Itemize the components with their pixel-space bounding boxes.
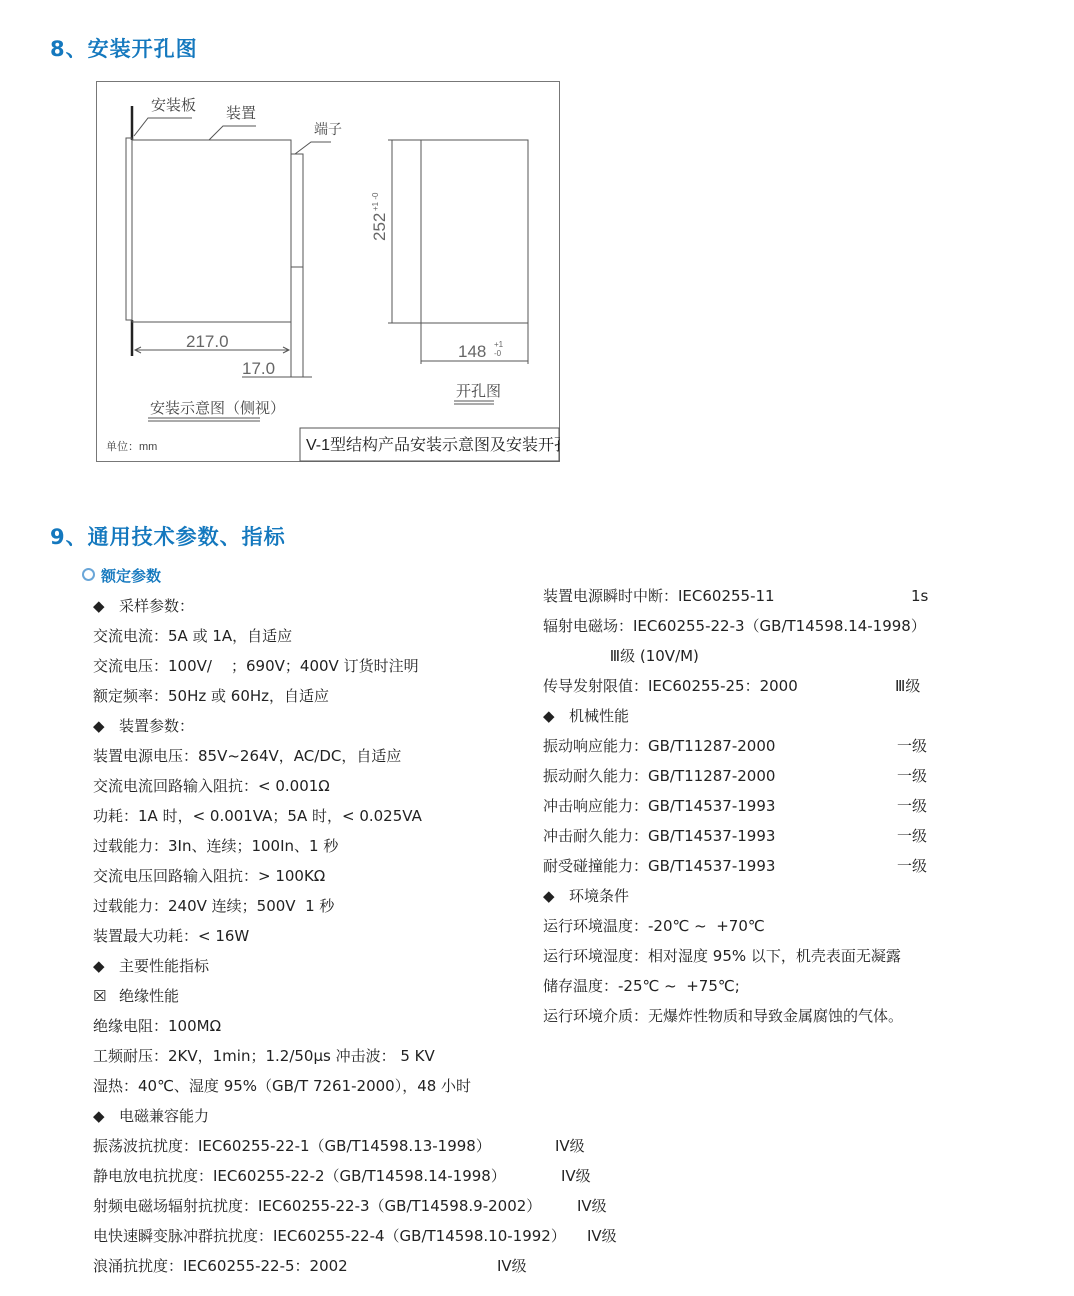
- svg-text:+1 -0: +1 -0: [371, 192, 380, 211]
- unit-label: 单位：mm: [106, 441, 158, 453]
- diamond-bullet-icon: ◆: [543, 707, 555, 725]
- title-block: V-1型结构产品安装示意图及安装开孔图: [306, 437, 560, 454]
- param-row: [93, 741, 533, 771]
- section-heading: [93, 981, 533, 1011]
- param-text: 电快速瞬变脉冲群抗扰度：IEC60255-22-4（GB/T14598.10-1992）: [93, 1227, 566, 1245]
- grade-value: 一级: [897, 767, 928, 785]
- section-heading: [543, 881, 943, 911]
- param-text: 工频耐压：2KV，1min；1.2/50μs 冲击波： 5 KV: [93, 1047, 435, 1065]
- param-row: [543, 581, 943, 611]
- param-row: [543, 971, 943, 1001]
- diamond-bullet-icon: ◆: [93, 597, 105, 615]
- checkbox-x-icon: ☒: [93, 987, 107, 1005]
- param-text: 环境条件: [569, 887, 630, 905]
- installation-drawing: [96, 81, 560, 462]
- param-text: 交流电流回路输入阻抗：< 0.001Ω: [93, 777, 330, 795]
- section-heading: [93, 711, 533, 741]
- param-text: 冲击响应能力：GB/T14537-1993: [543, 797, 776, 815]
- param-text: 浪涌抗扰度：IEC60255-22-5：2002: [93, 1257, 348, 1275]
- param-row: [93, 861, 533, 891]
- param-row: [543, 1001, 943, 1031]
- section-heading: [93, 591, 533, 621]
- param-row: [93, 921, 533, 951]
- grade-value: 一级: [897, 857, 928, 875]
- param-text: 冲击耐久能力：GB/T14537-1993: [543, 827, 776, 845]
- dim-width: 148: [458, 342, 487, 361]
- param-row: [93, 1191, 607, 1221]
- param-text: 绝缘性能: [119, 987, 180, 1005]
- grade-value: IV级: [497, 1257, 527, 1275]
- param-text: 运行环境温度：-20℃ ~ +70℃: [543, 917, 765, 935]
- dim-height: 252: [370, 212, 389, 241]
- section-heading: [543, 701, 943, 731]
- caption-cutout: 开孔图: [456, 383, 502, 400]
- param-text: 振动耐久能力：GB/T11287-2000: [543, 767, 776, 785]
- dim-depth: 217.0: [186, 332, 229, 351]
- param-text: 运行环境介质：无爆炸性物质和导致金属腐蚀的气体。: [543, 1007, 904, 1025]
- param-row: [543, 791, 943, 821]
- param-text: 储存温度：-25℃ ~ +75℃;: [543, 977, 740, 995]
- grade-value: 1s: [911, 587, 929, 605]
- param-text: 装置最大功耗：< 16W: [93, 927, 250, 945]
- label-panel: 安装板: [151, 97, 197, 114]
- param-row: [93, 801, 533, 831]
- param-text: 采样参数：: [119, 597, 195, 615]
- param-text: 交流电压：100V/ ；690V；400V 订货时注明: [93, 657, 419, 675]
- section-9-title: 9、通用技术参数、指标: [50, 525, 286, 549]
- param-text: 运行环境湿度：相对湿度 95% 以下，机壳表面无凝露: [543, 947, 901, 965]
- param-row: [93, 1251, 533, 1281]
- param-text: 过载能力：240V 连续；500V 1 秒: [93, 897, 335, 915]
- param-row: [93, 771, 533, 801]
- diamond-bullet-icon: ◆: [93, 957, 105, 975]
- param-row: [543, 911, 943, 941]
- param-row: [93, 1131, 585, 1161]
- svg-text:+1: +1: [494, 340, 504, 349]
- param-text: 交流电压回路输入阻抗：> 100KΩ: [93, 867, 326, 885]
- label-terminal: 端子: [314, 121, 342, 137]
- param-text: 射频电磁场辐射抗扰度：IEC60255-22-3（GB/T14598.9-2002）: [93, 1197, 542, 1215]
- param-row: [93, 1221, 617, 1251]
- rated-params-subtitle: 额定参数: [82, 565, 161, 586]
- param-text: 振动响应能力：GB/T11287-2000: [543, 737, 776, 755]
- dim-terminal: 17.0: [242, 359, 276, 378]
- right-param-list: [543, 581, 943, 1031]
- diamond-bullet-icon: ◆: [543, 887, 555, 905]
- caption-side-view: 安装示意图（侧视）: [150, 400, 286, 417]
- grade-value: IV级: [555, 1137, 585, 1155]
- param-text: 机械性能: [569, 707, 630, 725]
- param-row: [543, 611, 943, 641]
- param-row: [543, 731, 943, 761]
- param-row: [93, 891, 533, 921]
- param-text: 振荡波抗扰度：IEC60255-22-1（GB/T14598.13-1998）: [93, 1137, 491, 1155]
- param-row: [543, 671, 943, 701]
- param-row: [543, 821, 943, 851]
- section-8-title: 8、安装开孔图: [50, 37, 198, 61]
- param-text: 静电放电抗扰度：IEC60255-22-2（GB/T14598.14-1998）: [93, 1167, 506, 1185]
- circle-icon: [82, 568, 95, 581]
- svg-text:-0: -0: [494, 349, 502, 358]
- param-text: 过载能力：3In、连续；100In、1 秒: [93, 837, 339, 855]
- param-text: 电磁兼容能力: [119, 1107, 210, 1125]
- param-row: [93, 1161, 591, 1191]
- grade-value: IV级: [587, 1227, 617, 1245]
- param-text: 交流电流：5A 或 1A，自适应: [93, 627, 293, 645]
- grade-value: Ⅲ级: [895, 677, 921, 695]
- grade-value: 一级: [897, 737, 928, 755]
- param-text: 装置参数：: [119, 717, 195, 735]
- param-text: 辐射电磁场：IEC60255-22-3（GB/T14598.14-1998）: [543, 617, 926, 635]
- param-text: 湿热：40℃、湿度 95%（GB/T 7261-2000），48 小时: [93, 1077, 472, 1095]
- param-row: [93, 1041, 533, 1071]
- param-text: 耐受碰撞能力：GB/T14537-1993: [543, 857, 776, 875]
- param-text: 装置电源电压：85V~264V，AC/DC，自适应: [93, 747, 402, 765]
- diamond-bullet-icon: ◆: [93, 1107, 105, 1125]
- param-text: 功耗：1A 时，< 0.001VA；5A 时，< 0.025VA: [93, 807, 422, 825]
- grade-value: IV级: [577, 1197, 607, 1215]
- param-text: 绝缘电阻：100MΩ: [93, 1017, 222, 1035]
- grade-value: IV级: [561, 1167, 591, 1185]
- param-text: 主要性能指标: [119, 957, 210, 975]
- grade-value: 一级: [897, 797, 928, 815]
- param-row: [93, 681, 533, 711]
- label-device: 装置: [226, 105, 257, 122]
- param-row: [93, 621, 533, 651]
- grade-value: 一级: [897, 827, 928, 845]
- param-row: [543, 941, 943, 971]
- section-heading: [93, 951, 533, 981]
- param-text: 传导发射限值：IEC60255-25：2000: [543, 677, 798, 695]
- param-row: [93, 831, 533, 861]
- section-heading: [93, 1101, 533, 1131]
- diamond-bullet-icon: ◆: [93, 717, 105, 735]
- param-text: Ⅲ级 (10V/M): [543, 647, 699, 665]
- param-text: 额定频率：50Hz 或 60Hz，自适应: [93, 687, 330, 705]
- param-row: [93, 1011, 533, 1041]
- param-text: 装置电源瞬时中断：IEC60255-11: [543, 587, 775, 605]
- param-row: [543, 851, 943, 881]
- param-row: [93, 651, 533, 681]
- param-row: [543, 761, 943, 791]
- param-row: [93, 1071, 533, 1101]
- param-row: [543, 641, 943, 671]
